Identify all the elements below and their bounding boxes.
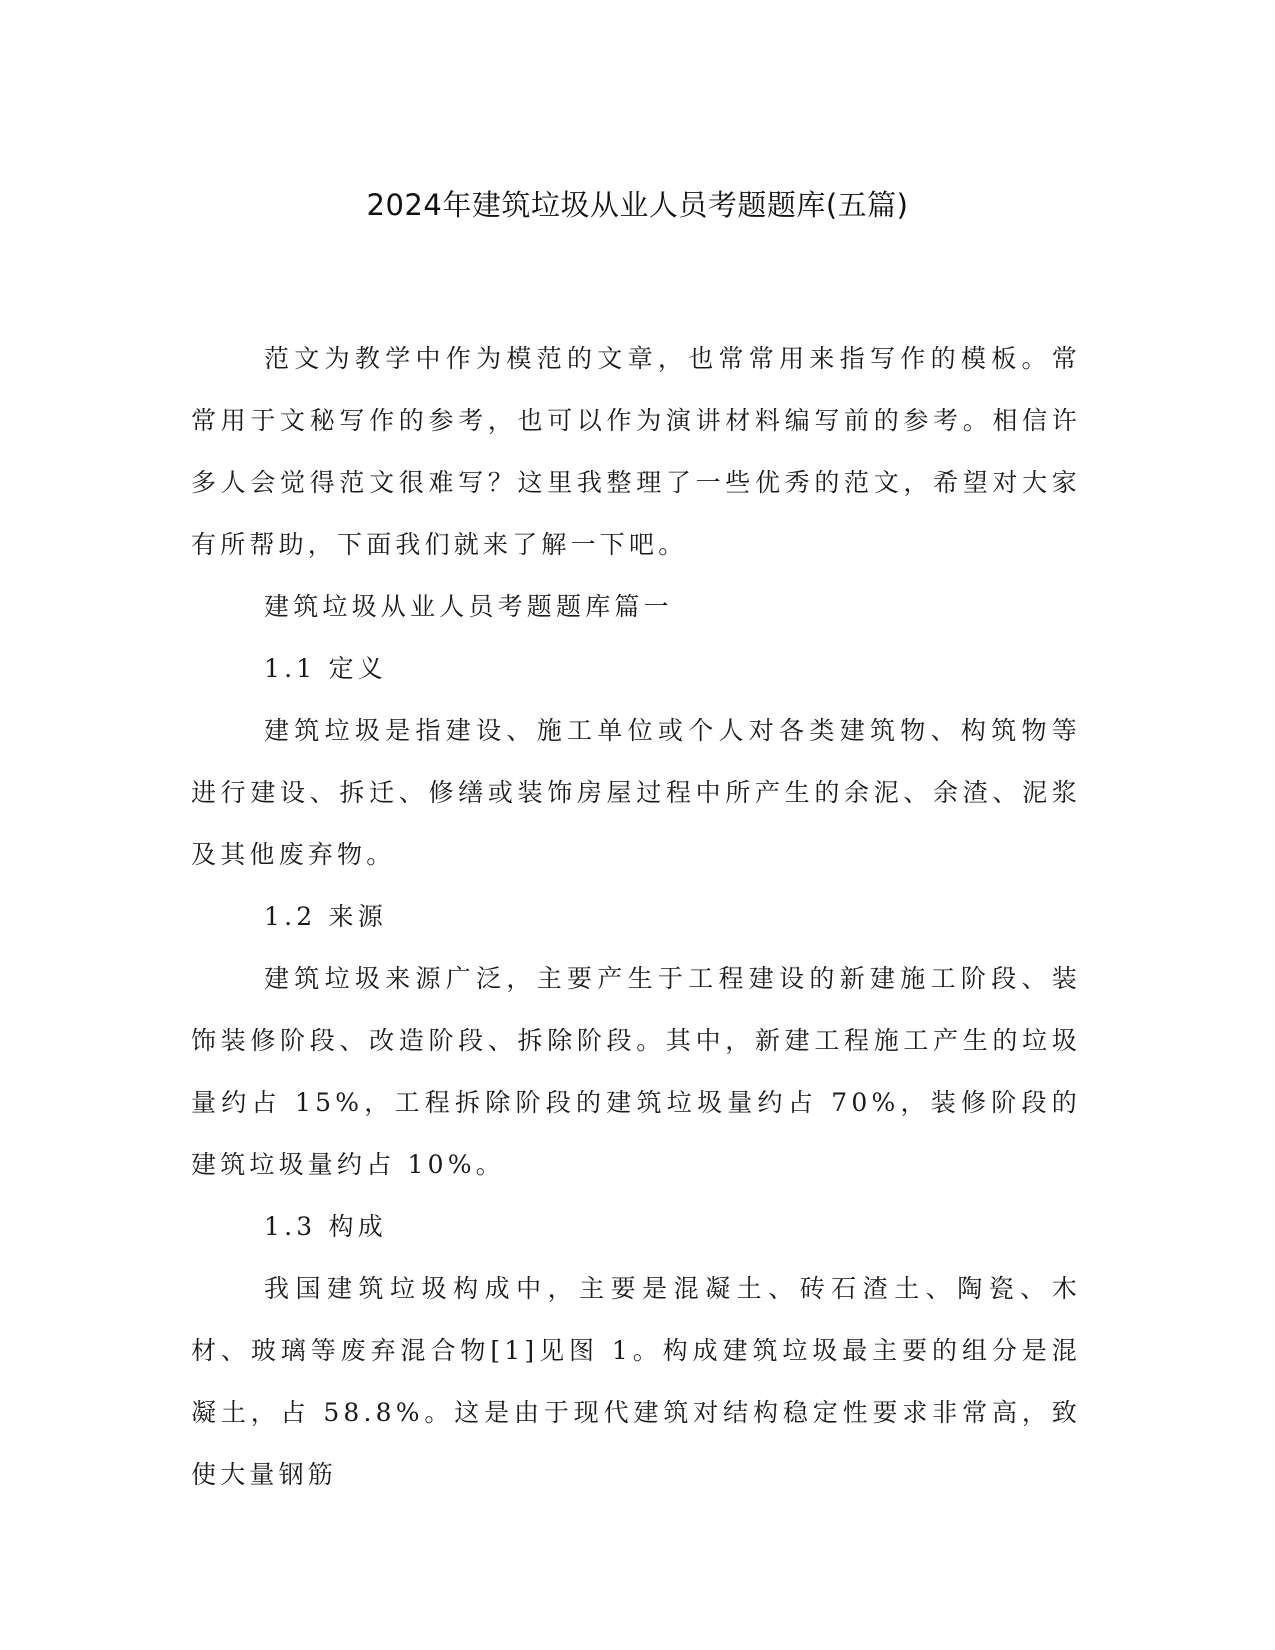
subsection-heading-source: 1.2 来源	[264, 902, 387, 931]
intro-paragraph: 范文为教学中作为模范的文章，也常常用来指写作的模板。常常用于文秘写作的参考，也可以作为演讲材料编写前的参考。相信许多人会觉得范文很难写？这里我整理了一些优秀的范文，希望对大家有所帮助，下面我们就来了解一下吧。	[191, 344, 1081, 559]
source-paragraph: 建筑垃圾来源广泛，主要产生于工程建设的新建施工阶段、装饰装修阶段、改造阶段、拆除阶段。其中，新建工程施工产生的垃圾量约占 15%，工程拆除阶段的建筑垃圾量约占 70%，装修阶段的建筑垃圾量约占 10%。	[191, 964, 1081, 1179]
definition-paragraph: 建筑垃圾是指建设、施工单位或个人对各类建筑物、构筑物等进行建设、拆迁、修缮或装饰房屋过程中所产生的余泥、余渣、泥浆及其他废弃物。	[191, 716, 1081, 869]
document-title: 2024年建筑垃圾从业人员考题题库(五篇)	[366, 188, 909, 222]
subsection-heading-composition: 1.3 构成	[264, 1212, 387, 1241]
document-body	[191, 328, 1081, 1506]
composition-paragraph: 我国建筑垃圾构成中，主要是混凝土、砖石渣土、陶瓷、木材、玻璃等废弃混合物[1]见图 1。构成建筑垃圾最主要的组分是混凝土，占 58.8%。这是由于现代建筑对结构稳定性要求非常高，致使大量钢筋	[191, 1274, 1081, 1489]
subsection-heading-definition: 1.1 定义	[264, 654, 387, 683]
section-heading: 建筑垃圾从业人员考题题库篇一	[264, 592, 673, 621]
